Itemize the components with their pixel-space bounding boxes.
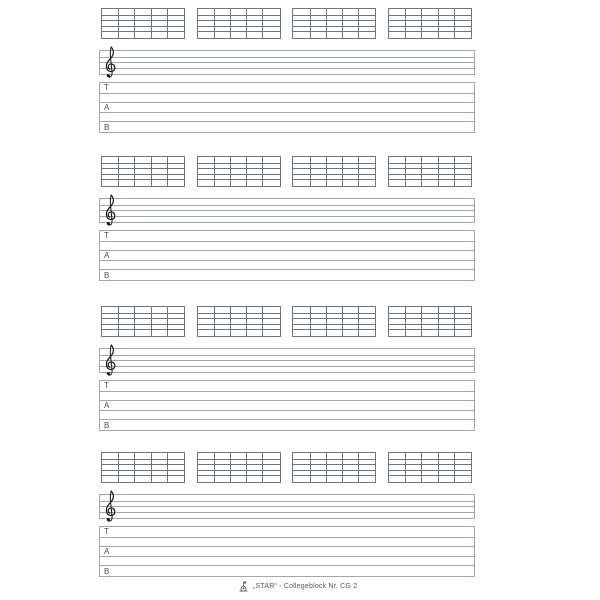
chord-grid-row [101, 8, 472, 39]
chord-grid [197, 156, 281, 187]
tab-letter-t: T [104, 381, 109, 390]
music-staff [99, 494, 475, 519]
footer [239, 580, 357, 593]
tab-letter-a: A [104, 547, 110, 556]
tab-letter-t: T [104, 527, 109, 536]
tab-staff [99, 230, 475, 281]
notation-system [0, 8, 600, 156]
notation-system [0, 452, 600, 600]
tab-staff [99, 380, 475, 431]
tab-letter-a: A [104, 251, 110, 260]
tab-letter-t: T [104, 83, 109, 92]
treble-clef-icon [102, 46, 118, 80]
treble-clef-icon [102, 344, 118, 378]
chord-grid [197, 306, 281, 337]
tab-letter-t: T [104, 231, 109, 240]
music-staff [99, 198, 475, 223]
tab-letter-a: A [104, 401, 110, 410]
chord-grid-row [101, 156, 472, 187]
notation-system [0, 156, 600, 304]
chord-grid [197, 8, 281, 39]
chord-grid-row [101, 306, 472, 337]
chord-grid [197, 452, 281, 483]
chord-grid [292, 306, 376, 337]
chord-grid [101, 8, 185, 39]
tab-letter-b: B [104, 567, 110, 576]
tab-letter-b: B [104, 421, 110, 430]
treble-clef-icon [102, 194, 118, 228]
chord-grid [101, 306, 185, 337]
tab-staff [99, 526, 475, 577]
chord-grid [292, 156, 376, 187]
chord-grid [388, 156, 472, 187]
chord-grid [388, 452, 472, 483]
music-staff [99, 348, 475, 373]
brand-logo-icon [239, 581, 248, 592]
chord-grid [388, 8, 472, 39]
tab-letter-b: B [104, 123, 110, 132]
chord-grid-row [101, 452, 472, 483]
chord-grid [292, 452, 376, 483]
chord-grid [388, 306, 472, 337]
tab-staff [99, 82, 475, 133]
notation-system [0, 306, 600, 454]
tab-letter-b: B [104, 271, 110, 280]
chord-grid [292, 8, 376, 39]
treble-clef-icon [102, 490, 118, 524]
tab-letter-a: A [104, 103, 110, 112]
music-staff [99, 50, 475, 75]
footer-text: „STAR“ - Collegeblock Nr. CG 2 [253, 583, 358, 590]
chord-grid [101, 452, 185, 483]
chord-grid [101, 156, 185, 187]
